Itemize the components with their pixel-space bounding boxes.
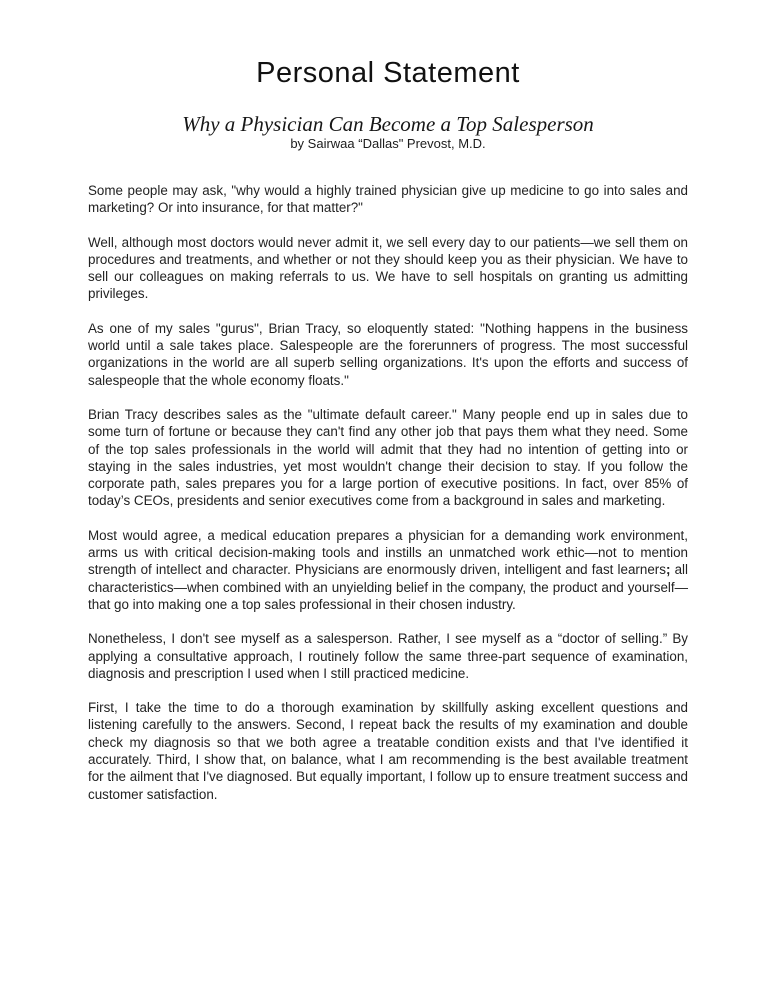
author-byline: by Sairwaa “Dallas" Prevost, M.D. [290,136,486,151]
paragraph-text: First, I take the time to do a thorough examination by skillfully asking excellent questions and listening carefully to the answers. Second, I repeat back the results of my examination and double check my diagnosis so that we both agree a treatable condition exists and that I've identified it accurately. Third, I show that, on balance, what I am recommending is the best available treatment for the ailment that I've diagnosed. But equally important, I follow up to ensure treatment success and customer satisfaction. [88,700,688,802]
paragraph-2 [88,234,688,303]
paragraph-3 [88,320,688,389]
paragraph-text: all characteristics—when combined with an unyielding belief in the company, the product and yourself—that go into making one a top sales professional in their chosen industry. [88,562,688,612]
document-subtitle: Why a Physician Can Become a Top Salesperson [182,112,594,136]
document-body [88,182,688,803]
paragraph-7 [88,699,688,803]
paragraph-text: Most would agree, a medical education prepares a physician for a demanding work environment, arms us with critical decision-making tools and instills an unmatched work ethic—not to mention strength of intellect and character. Physicians are enormously driven, intelligent and fast learners [88,527,688,578]
paragraph-text: Nonetheless, I don't see myself as a salesperson. Rather, I see myself as a “doctor of selling.” By applying a consultative approach, I routinely follow the same three-part sequence of examination, diagnosis and prescription I used when I still practiced medicine. [88,631,688,681]
paragraph-6 [88,630,688,682]
paragraph-text: Well, although most doctors would never admit it, we sell every day to our patients—we sell them on procedures and treatments, and whether or not they should keep you as their physician. We have to sell our colleagues on making referrals to us. We have to sell hospitals on granting us admitting privileges. [88,234,688,302]
page-title: Personal Statement [256,57,520,89]
document-content [88,56,688,820]
paragraph-4 [88,406,688,510]
paragraph-5 [88,527,688,613]
bold-semicolon: ; [665,562,671,578]
paragraph-text: As one of my sales "gurus", Brian Tracy, so eloquently stated: "Nothing happens in the business world until a sale takes place. Salespeople are the forerunners of progress. The most successful organizations in the world are all superb selling organizations. It's upon the efforts and success of salespeople that the whole economy floats." [88,320,688,388]
paragraph-1 [88,182,688,217]
paragraph-text: Some people may ask, "why would a highly trained physician give up medicine to go into sales and marketing? Or into insurance, for that matter?" [88,183,688,216]
paragraph-text: Brian Tracy describes sales as the "ultimate default career." Many people end up in sales due to some turn of fortune or because they can't find any other job that pays them what they need. Some of the top sales professionals in the world will admit that they had no intention of getting into or staying in the sales industries, yet most wouldn't change their decision to stay. If you follow the corporate path, sales prepares you for a large portion of executive positions. In fact, over 85% of today’s CEOs, presidents and senior executives come from a background in sales and marketing. [88,406,688,509]
